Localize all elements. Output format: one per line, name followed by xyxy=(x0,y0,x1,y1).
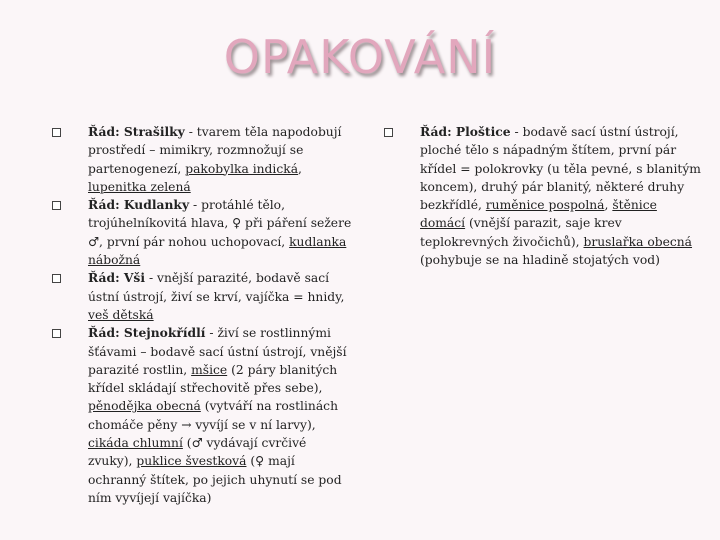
bullet-item xyxy=(384,123,704,269)
species-name: pakobylka indická xyxy=(185,161,299,176)
species-name: ruměnice pospolná xyxy=(485,198,605,213)
left-column xyxy=(52,123,352,507)
bullet-item xyxy=(52,196,352,269)
species-name: mšice xyxy=(191,362,228,377)
species-name: bruslařka obecná xyxy=(583,234,693,249)
species-name: lupenitka zelená xyxy=(88,179,191,194)
bullet-square-icon xyxy=(52,201,61,210)
slide-title: OPAKOVÁNÍ xyxy=(223,30,497,84)
species-name: pěnodějka obecná xyxy=(88,399,201,414)
description-text: (♀ mají ochranný štítek, po jejich uhynutí se pod ním vyvíjejí vajíčka) xyxy=(88,454,342,505)
right-column xyxy=(384,123,704,269)
description-text: - bodavě sací ústní ústrojí, ploché tělo s nápadným štítem, první pár křídel = polokrovky (u těla pevné, s blanitým koncem), druhý pár blanitý, některé druhy bezkřídlé, xyxy=(420,125,701,213)
species-name: kudlanka nábožná xyxy=(88,234,347,268)
description-text: , xyxy=(604,198,613,213)
description-text: - protáhlé tělo, trojúhelníkovitá hlava, ♀ při páření sežere ♂, první pár nohou uchopovací, xyxy=(88,198,352,249)
order-name: Řád: Strašilky xyxy=(88,124,185,139)
order-name: Řád: Ploštice xyxy=(420,124,511,139)
description-text: - tvarem těla napodobují prostředí – mimikry, rozmnožují se partenogenezí, xyxy=(88,125,342,176)
order-name: Řád: Vši xyxy=(88,270,146,286)
bullet-square-icon xyxy=(52,128,61,137)
description-text: (pohybuje se na hladině stojatých vod) xyxy=(420,253,660,268)
species-name: štěnice domácí xyxy=(420,198,657,231)
bullet-square-icon xyxy=(52,329,61,338)
description-text: (vytváří na rostlinách chomáče pěny → vyvíjí se v ní larvy), xyxy=(88,399,338,432)
bullet-item xyxy=(52,269,352,324)
description-text: (vnější parazit, saje krev teplokrevných živočichů), xyxy=(420,216,622,249)
description-text: - živí se rostlinnými šťávami – bodavě sací ústní ústrojí, vnější parazité rostlin, xyxy=(88,326,347,377)
description-text: (♂ vydávají cvrčivé zvuky), xyxy=(88,436,307,469)
bullet-square-icon xyxy=(384,128,393,137)
order-name: Řád: Kudlanky xyxy=(88,197,190,213)
bullet-item xyxy=(52,123,352,196)
species-name: cikáda chlumní xyxy=(88,436,183,451)
description-text: (2 páry blanitých křídel skládají střechovitě přes sebe), xyxy=(88,362,338,396)
description-text: , xyxy=(298,161,302,176)
description-text: - vnější parazité, bodavě sací ústní ústrojí, živí se krví, vajíčka = hnidy, xyxy=(88,271,345,304)
species-name: veš dětská xyxy=(88,307,154,322)
species-name: puklice švestková xyxy=(136,454,247,469)
bullet-item xyxy=(52,324,352,507)
order-name: Řád: Stejnokřídlí xyxy=(88,325,206,341)
bullet-square-icon xyxy=(52,274,61,283)
